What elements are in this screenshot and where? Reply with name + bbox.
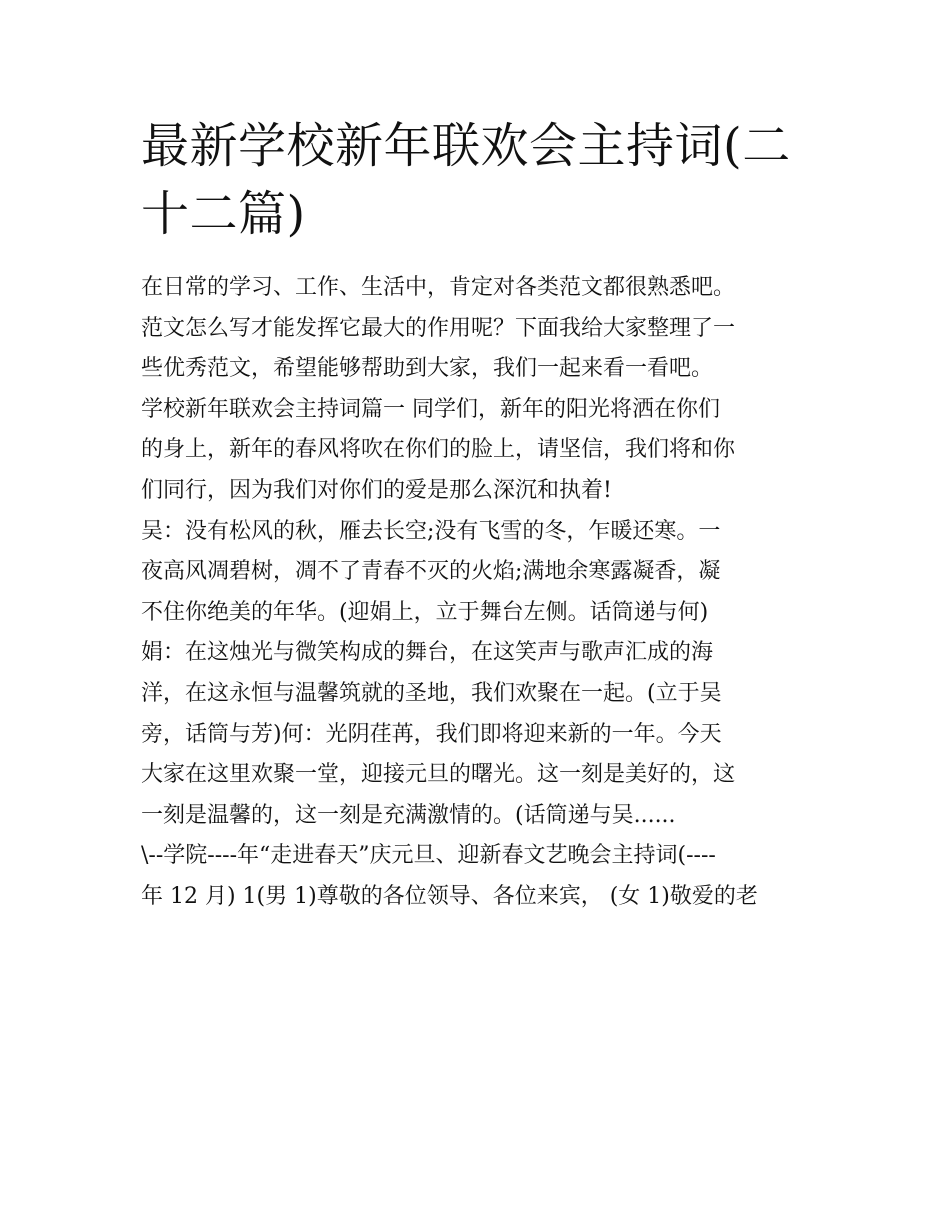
section-one-paragraph (141, 390, 813, 512)
text-line: 的身上，新年的春风将吹在你们的脸上，请坚信，我们将和你 (141, 437, 736, 463)
document-title (141, 112, 813, 248)
text-line: 洋，在这永恒与温馨筑就的圣地，我们欢聚在一起。(立于吴 (141, 680, 722, 706)
text-line: 吴：没有松风的秋，雁去长空;没有飞雪的冬，乍暖还寒。一 (141, 518, 721, 544)
text-line: 不住你绝美的年华。(迎娟上，立于舞台左侧。话筒递与何) (141, 599, 709, 625)
wu-speech-paragraph (141, 512, 813, 634)
text-line: 在日常的学习、工作、生活中，肯定对各类范文都很熟悉吧。 (141, 275, 736, 300)
title-line: 十二篇) (141, 186, 306, 242)
juan-speech-paragraph (141, 633, 813, 836)
text-line: 娟：在这烛光与微笑构成的舞台，在这笑声与歌声汇成的海 (141, 640, 714, 666)
document-content (141, 112, 813, 918)
text-line: 年 12 月) 1(男 1)尊敬的各位领导、各位来宾， (女 1)敬爱的老 (141, 883, 758, 909)
text-line: 大家在这里欢聚一堂，迎接元旦的曙光。这一刻是美好的，这 (141, 762, 736, 788)
text-line: 夜高风凋碧树，凋不了青春不灭的火焰;满地余寒露凝香，凝 (141, 559, 721, 585)
text-line: 范文怎么写才能发挥它最大的作用呢？下面我给大家整理了一 (141, 315, 736, 341)
text-line: 些优秀范文，希望能够帮助到大家，我们一起来看一看吧。 (141, 356, 714, 382)
text-line: 学校新年联欢会主持词篇一 同学们，新年的阳光将洒在你们 (141, 396, 720, 422)
document-body (141, 268, 813, 918)
title-line: 最新学校新年联欢会主持词(二 (141, 118, 791, 174)
text-line: 一刻是温馨的，这一刻是充满激情的。(话筒递与吴...... (141, 802, 676, 828)
text-line: \--学院----年“走进春天”庆元旦、迎新春文艺晚会主持词(---- (141, 843, 716, 869)
college-gala-paragraph (141, 836, 813, 917)
text-line: 旁，话筒与芳)何：光阴荏苒，我们即将迎来新的一年。今天 (141, 721, 722, 747)
text-line: 们同行，因为我们对你们的爱是那么深沉和执着! (141, 477, 612, 503)
intro-paragraph (141, 268, 813, 390)
